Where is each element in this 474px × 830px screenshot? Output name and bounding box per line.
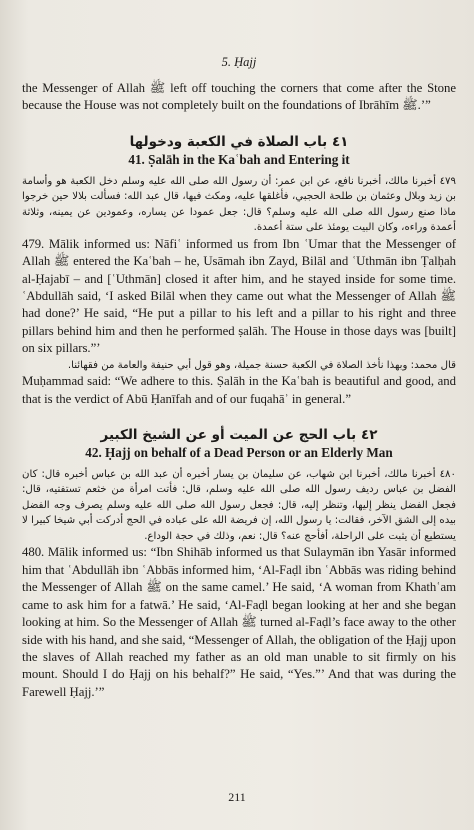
hadith-480-arabic: ٤٨٠ أخبرنا مالك، أخبرنا ابن شهاب، عن سليمان بن يسار أخبره أن عبد الله بن عباس أخبره قال: كان الفضل بن عباس رديف رسول الله صلى الله عليه وسلم، قال: فأتت امرأة من خثعم تستفتيه، قال: فجعل الفضل ينظر إليها، وتنظر إليه، قال: فجعل رسول الله صلى الله عليه وسلم يصرف وجه الفضل بيده إلى الشق الآخر، فقالت: يا رسول الله، إن فريضة الله على عباده في الحج أدركت أبي شيخا كبيرا لا يستطيع أن يثبت على الراحلة، أفأحج عنه؟ قال: نعم، وذلك في حجة الوداع. — [22, 468, 456, 542]
commentary-translation: Muḥammad said: “We adhere to this. Ṣalāh in the Kaʿbah is beautiful and good, and that is the verdict of Abū Ḥanīfah and of our fuqahāʾ in general.” — [22, 374, 456, 406]
hadith-479-translation: 479. Mālik informed us: Nāfiʿ informed us from Ibn ʿUmar that the Messenger of Allah ﷺ entered the Kaʿbah – he, Usāmah ibn Zayd, Bilāl and ʿUthmān ibn Ṭalḥah al-Ḥajabī – and [ʿUthmān] closed it after him, and he stayed inside for some time. ʿAbdullāh said, ‘I asked Bilāl when they came out what the Messenger of Allah ﷺ had done?’ He said, “He put a pillar to his left and a pillar to his right and three pillars behind him and then he performed ṣalāh. The House in those days was [built] on six pillars.”’ — [22, 236, 456, 356]
chapter-42-title: 42. Ḥajj on behalf of a Dead Person or an Elderly Man — [85, 444, 393, 460]
page-number: 211 — [228, 790, 246, 804]
hadith-479-arabic: ٤٧٩ أخبرنا مالك، أخبرنا نافع، عن ابن عمر: أن رسول الله صلى الله عليه وسلم دخل الكعبة هو وأسامة بن زيد وبلال وعثمان بن طلحة الحجبي، فأغلقها عليه، ومكث فيها، قال عبد الله: فسألت بلالا حين خرجوا ماذا صنع رسول الله صلى الله عليه وسلم؟ قال: جعل عمودا عن يساره، وعمودين عن يمينه، وثلاثة أعمدة وراءه، وكان البيت يومئذ على ستة أعمدة. — [22, 175, 456, 234]
chapter-41-title-arabic: ٤١ باب الصلاة في الكعبة ودخولها — [129, 133, 349, 150]
chapter-41-title: 41. Ṣalāh in the Kaʿbah and Entering it — [128, 151, 350, 167]
running-head: 5. Ḥajj — [221, 55, 257, 69]
commentary-arabic: قال محمد: وبهذا نأخذ الصلاة في الكعبة حسنة جميلة، وهو قول أبي حنيفة والعامة من فقهائنا. — [67, 359, 456, 371]
chapter-42-title-arabic: ٤٢ باب الحج عن الميت أو عن الشيخ الكبير — [100, 426, 378, 443]
intro-paragraph: the Messenger of Allah ﷺ left off touching the corners that come after the Stone because the House was not completely built on the foundations of Ibrāhīm ﷺ.’” — [22, 81, 456, 113]
hadith-480-translation: 480. Mālik informed us: “Ibn Shihāb informed us that Sulaymān ibn Yasār informed him that ʿAbdullāh ibn ʿAbbās informed him, ‘Al-Faḍl ibn ʿAbbās was riding behind the Messenger of Allah ﷺ on the same camel.’ He said, ‘A woman from Khathʿam came to ask him for a fatwā.’ He said, ‘Al-Faḍl began looking at her and she began looking at him. So the Messenger of Allah ﷺ turned al-Faḍl’s face away to the other side with his hand, and she said, “Messenger of Allah, the obligation of the Ḥajj upon the slaves of Allah reached my father as an old man unable to sit firmly on his mount. Should I do Ḥajj on his behalf?” He said, “Yes.”’ And that was during the Farewell Ḥajj.’” — [22, 545, 456, 699]
